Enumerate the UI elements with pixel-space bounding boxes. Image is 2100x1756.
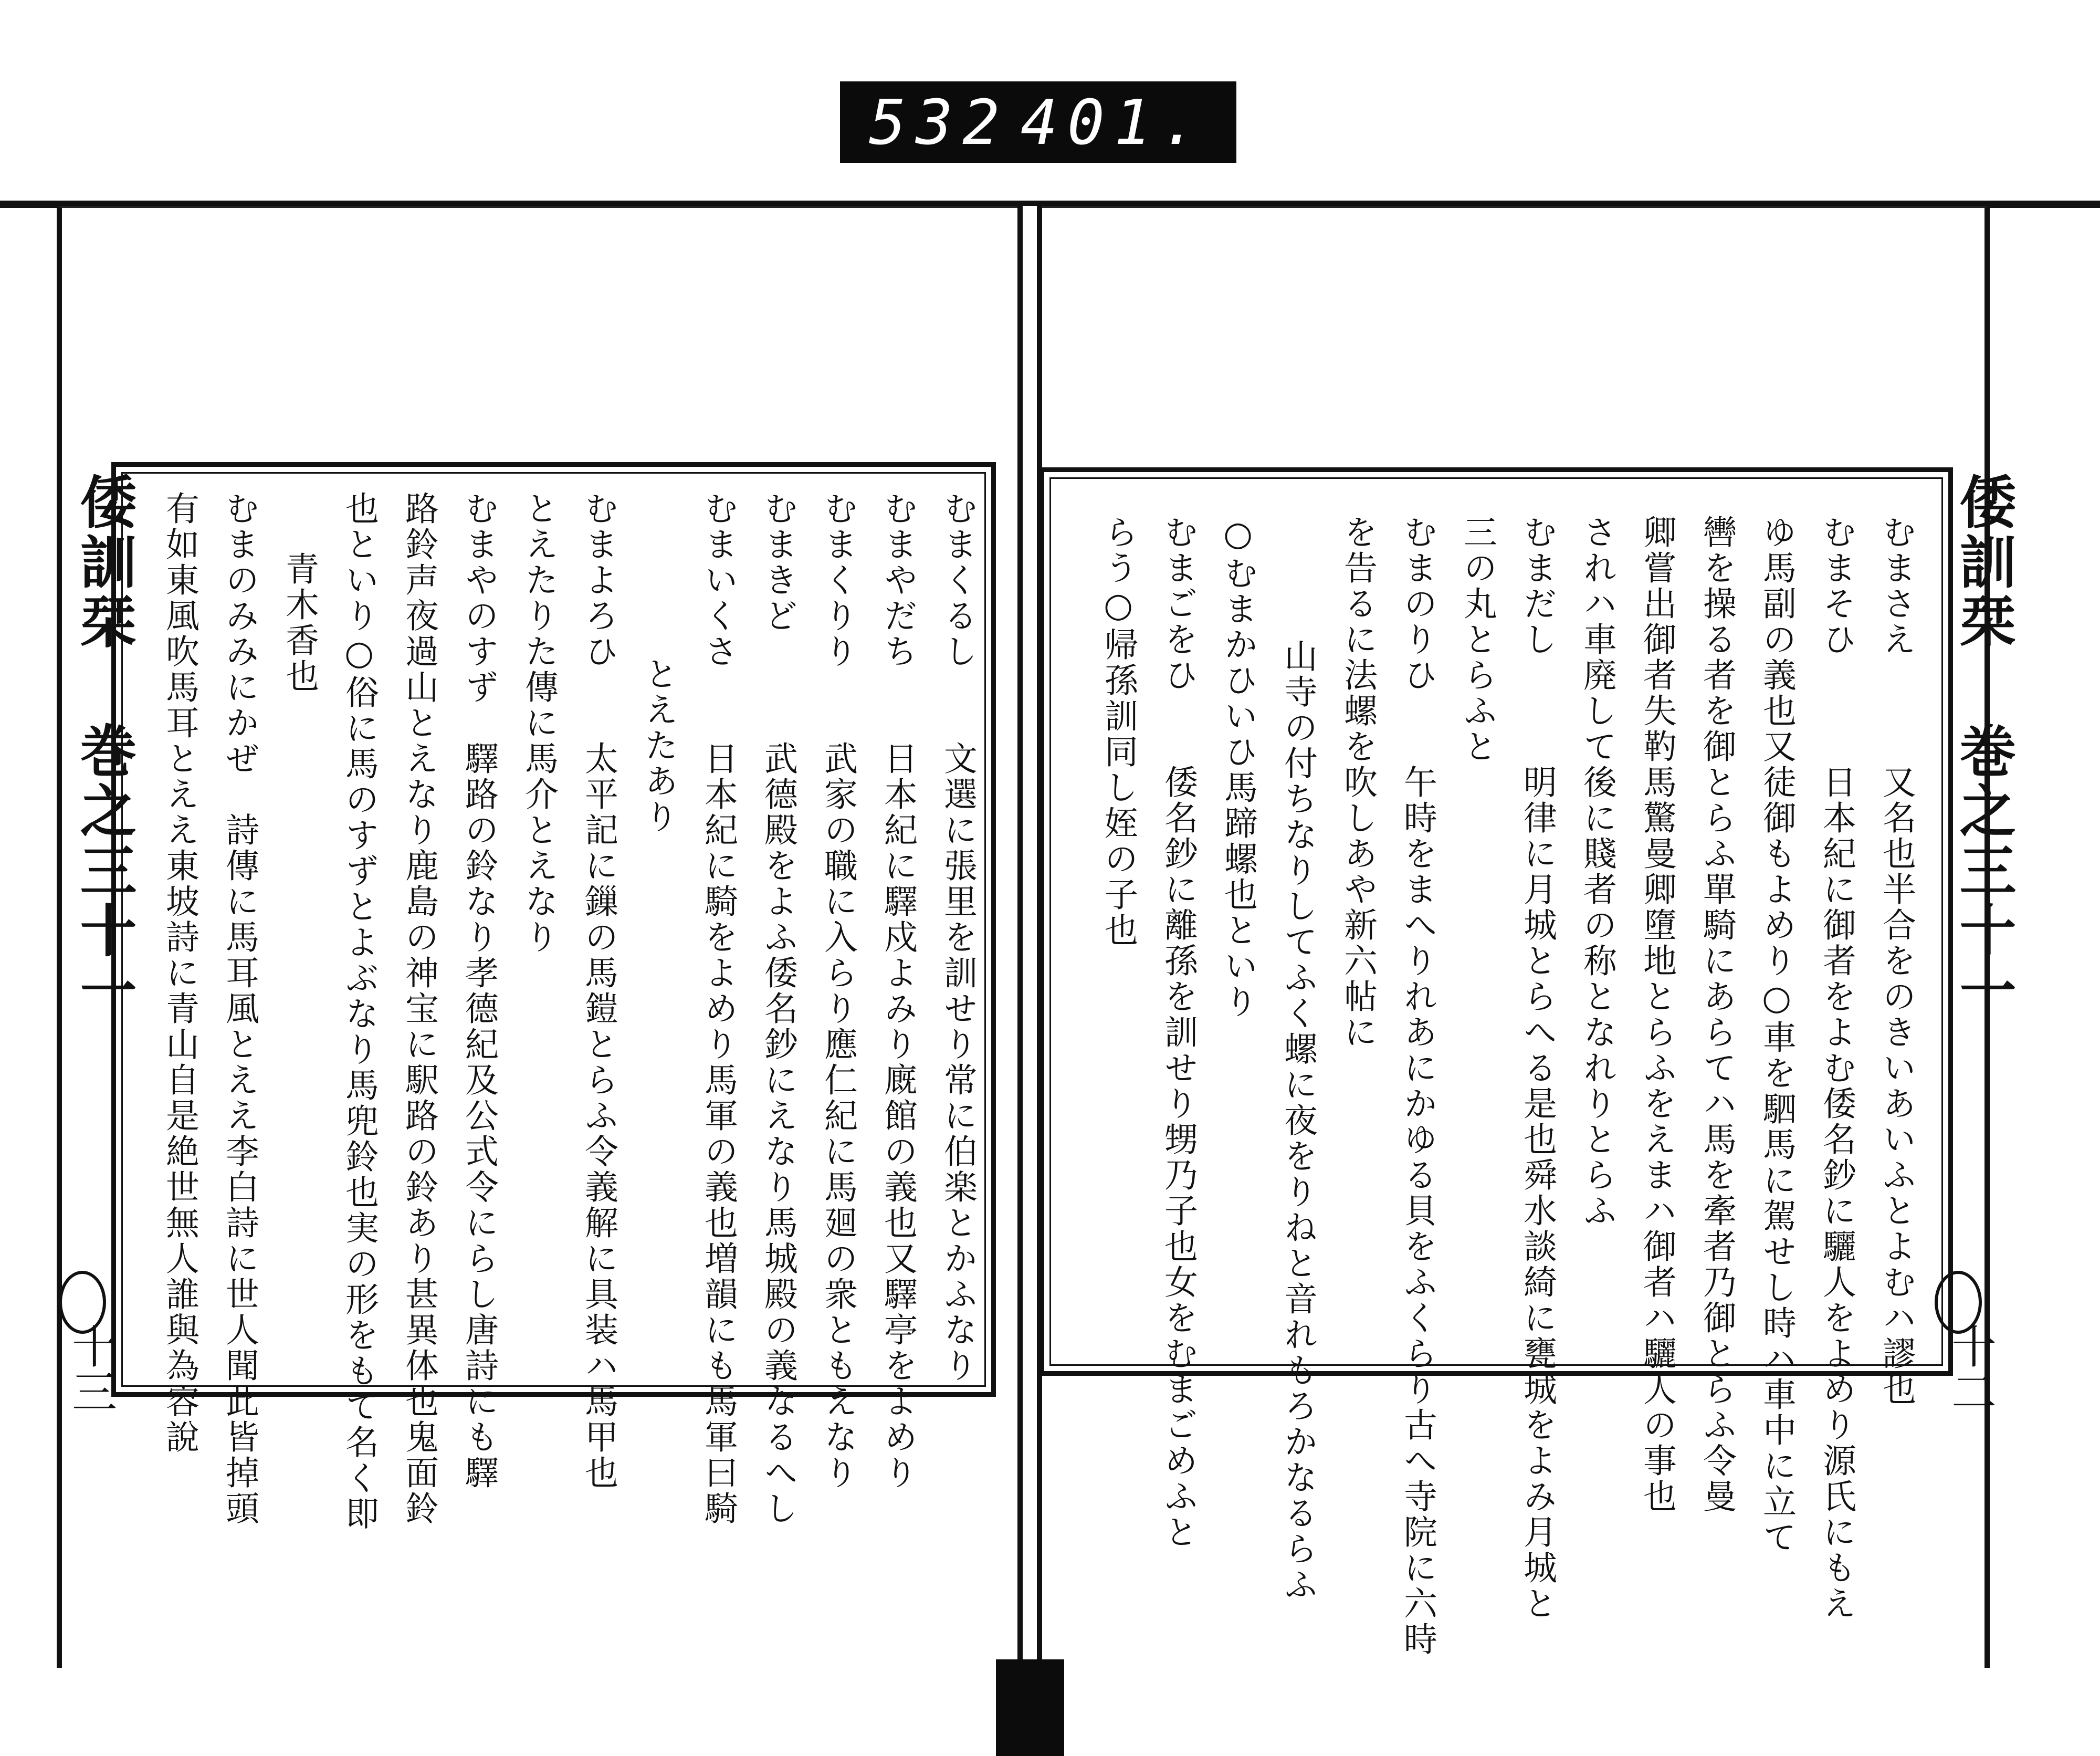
right-column-11: 山寺の付ちなりしてふく螺に夜をりねと音れもろかなるらふ — [1278, 567, 1317, 1603]
catalog-number-right: 401. — [1020, 86, 1208, 159]
right-folio: 十二 — [1944, 1323, 1996, 1414]
left-column-6: とえたあり — [639, 656, 678, 835]
catalog-number-left: 532 — [869, 86, 1010, 159]
left-column-4: むまきど 武德殿をよふ倭名鈔にえなり馬城殿の義なるへし — [759, 491, 797, 1527]
left-column-11: 也といり○俗に馬のすずとよぶなり馬兜鈴也実の形をもて名く即 — [340, 491, 379, 1532]
left-column-9: むまやのすず 驛路の鈴なり孝德紀及公式令にらし唐詩にも驛 — [459, 491, 498, 1491]
right-running-head: 倭訓栞 巻之三十一 — [1950, 473, 2016, 1021]
left-column-13: むまのみみにかぜ 詩傳に馬耳風とええ李白詩に世人聞此皆掉頭 — [220, 491, 259, 1527]
left-column-8: とえたりた傳に馬介とえなり — [519, 491, 558, 955]
left-column-2: むまやだち 日本紀に驛戍よみり廐館の義也又驛亭をよめり — [878, 491, 917, 1491]
left-column-12: 青木香也 — [280, 551, 319, 694]
right-column-12: ○むまかひいひ馬蹄螺也といり — [1219, 515, 1257, 1020]
right-column-6: されハ車廃して後に賤者の称となれりとらふ — [1578, 515, 1616, 1229]
left-folio: 十三 — [64, 1323, 117, 1414]
book-gutter — [1017, 206, 1042, 1697]
left-column-5: むまいくさ 日本紀に騎をよめり馬軍の義也増韻にも馬軍曰騎 — [699, 491, 738, 1527]
right-column-13: むまごをひ 倭名鈔に離孫を訓せり甥乃子也女をむまごめふと — [1159, 515, 1198, 1550]
right-column-8: 三の丸とらふと — [1458, 515, 1497, 765]
right-column-10: を告るに法螺を吹しあや新六帖に — [1338, 515, 1377, 1050]
left-column-7: むまよろひ 太平記に鏁の馬鎧とらふ令義解に具装ハ馬甲也 — [579, 491, 618, 1491]
gutter-foot — [996, 1659, 1064, 1756]
right-column-3: ゆ馬副の義也又徒御もよめり○車を駟馬に駕せし時ハ車中に立て — [1757, 515, 1796, 1555]
right-column-2: むまそひ 日本紀に御者をよむ倭名鈔に驪人をよめり源氏にもえ — [1817, 515, 1856, 1622]
left-column-14: 有如東風吹馬耳とええ東坡詩に青山自是絶世無人誰與為容說 — [160, 491, 199, 1455]
left-column-3: むまくりり 武家の職に入らり應仁紀に馬廻の衆ともえなり — [818, 491, 857, 1491]
right-column-7: むまだし 明律に月城とらへる是也舜水談綺に甕城をよみ月城と — [1518, 515, 1557, 1622]
left-column-10: 路鈴声夜過山とえなり鹿島の神宝に駅路の鈴あり甚異体也鬼面鈴 — [400, 491, 438, 1527]
right-column-4: 轡を操る者を御とらふ單騎にあらてハ馬を牽者乃御とらふ令曼 — [1697, 515, 1736, 1514]
right-column-14: らう○帰孫訓同し姪の子也 — [1099, 515, 1138, 948]
right-column-5: 卿嘗出御者失靮馬驚曼卿墮地とらふをえまハ御者ハ驪人の事也 — [1637, 515, 1676, 1514]
left-running-head: 倭訓栞 巻之三十一 — [70, 473, 136, 1021]
left-column-1: むまくるし 文選に張里を訓せり常に伯楽とかふなり — [938, 491, 977, 1384]
right-column-1: むまさえ 又名也半合をのきいあいふとよむハ謬也 — [1877, 515, 1916, 1407]
catalog-number-label — [840, 81, 1236, 163]
right-column-9: むまのりひ 午時をまへりれあにかゆる貝をふくらり古へ寺院に六時 — [1398, 515, 1437, 1657]
